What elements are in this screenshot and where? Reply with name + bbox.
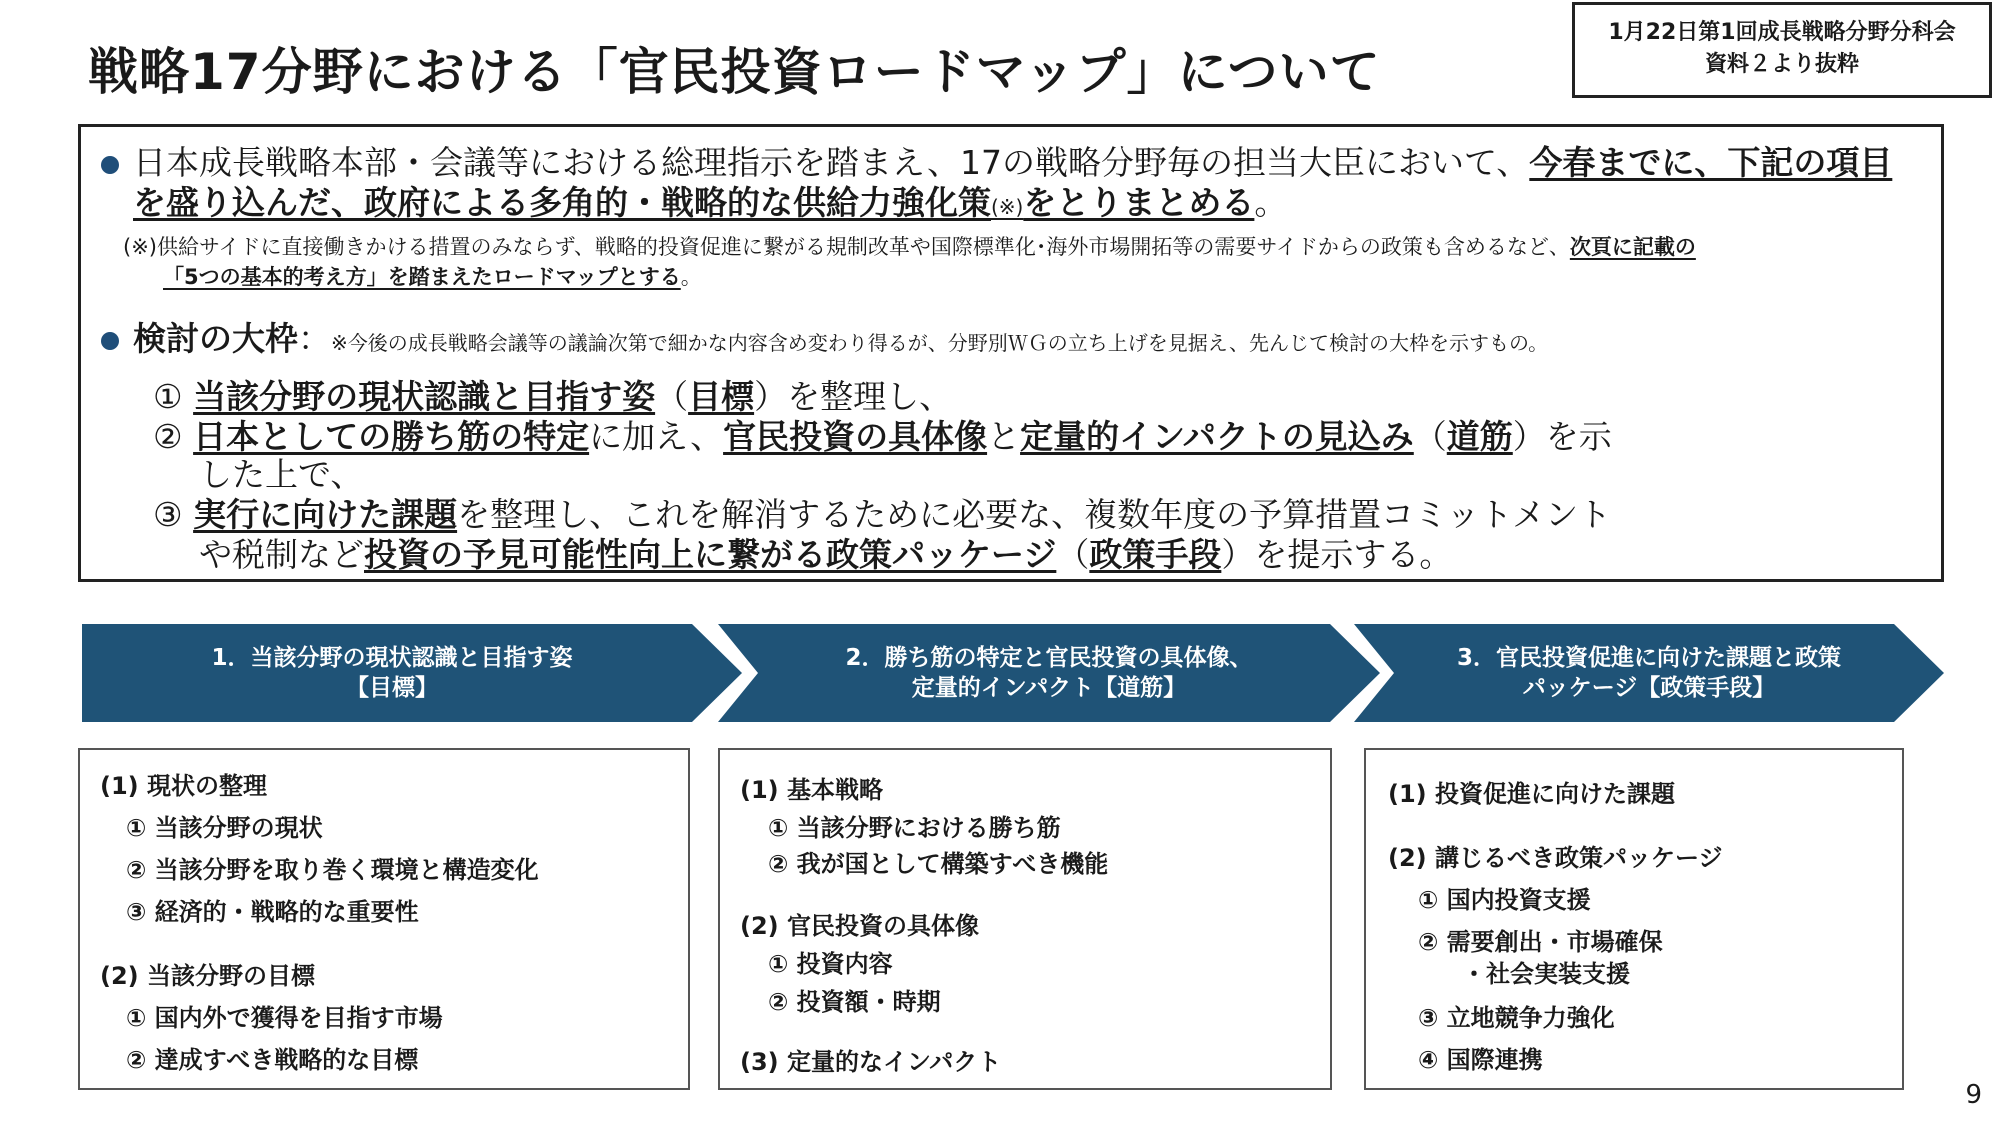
step-2-line-2: 定量的インパクト【道筋】 — [911, 675, 1187, 701]
item-2-text-f: （ — [1413, 417, 1447, 456]
bullet-2-line — [101, 313, 1548, 360]
step-3-line-1: 3．官民投資促進に向けた課題と政策 — [1456, 645, 1841, 671]
item-2-number: ② — [153, 417, 183, 456]
bullet-1-line-2 — [133, 177, 1287, 224]
footnote-text-a: (※)供給サイドに直接働きかける措置のみならず、戦略的投資促進に繋がる規制改革や国際標準化･海外市場開拓等の需要サイドからの政策も含めるなど、 — [123, 235, 1570, 259]
step-arrow-2 — [718, 624, 1380, 722]
bullet-1-emphasis-b: を盛り込んだ、政府による多角的・戦略的な供給力強化策 — [133, 183, 991, 222]
col3-item: ② 需要創出・市場確保 — [1418, 928, 1663, 956]
item-1-number: ① — [153, 377, 183, 416]
col3-heading-1: (1) 投資促進に向けた課題 — [1388, 780, 1675, 808]
source-line-1: 1月22日第1回成長戦略分野分科会 — [1608, 20, 1956, 45]
step-1-line-2: 【目標】 — [345, 675, 438, 701]
item-3-emphasis-f: 政策手段 — [1089, 535, 1222, 574]
col3-item: ① 国内投資支援 — [1418, 886, 1591, 914]
col2-heading-2: (2) 官民投資の具体像 — [740, 912, 979, 940]
col1-heading-1: (1) 現状の整理 — [100, 772, 267, 800]
column-box-3 — [1364, 748, 1904, 1090]
step-1-line-1: 1．当該分野の現状認識と目指す姿 — [211, 645, 573, 671]
framework-item-3-cont — [199, 529, 1452, 576]
col3-item: ④ 国際連携 — [1418, 1046, 1543, 1074]
item-1-text-d: ）を整理し、 — [754, 377, 953, 416]
item-2-text-b: に加え、 — [589, 417, 724, 456]
footnote-period: 。 — [680, 265, 702, 289]
column-box-2 — [718, 748, 1332, 1090]
item-2-text-d: と — [987, 417, 1021, 456]
item-3-text-e: （ — [1056, 535, 1090, 574]
col1-heading-2: (2) 当該分野の目標 — [100, 962, 315, 990]
col2-item: ② 我が国として構築すべき機能 — [768, 850, 1109, 878]
bullet-2-note: ※今後の成長戦略会議等の議論次第で細かな内容含め変わり得るが、分野別ＷＧの立ち上げを見据え、先んじて検討の大枠を示すもの。 — [331, 331, 1549, 355]
item-3-text-g: ）を提示する。 — [1221, 535, 1453, 574]
bullet-2-heading: 検討の大枠 — [133, 319, 298, 358]
col1-item: ③ 経済的・戦略的な重要性 — [126, 898, 419, 926]
source-box — [1572, 2, 1992, 98]
item-2-text-h: ）を示 — [1512, 417, 1612, 456]
col2-item: ① 投資内容 — [768, 950, 893, 978]
item-3-number: ③ — [153, 495, 183, 534]
col3-heading-2: (2) 講じるべき政策パッケージ — [1388, 844, 1723, 872]
bullet-1-period: 。 — [1254, 183, 1288, 222]
item-3-emphasis-a: 実行に向けた課題 — [193, 495, 458, 534]
framework-item-2-cont: した上で、 — [199, 455, 364, 494]
bullet-dot-icon — [101, 156, 119, 174]
step-arrow-3 — [1354, 624, 1944, 722]
item-3-text-b: を整理し、これを解消するために必要な、複数年度の予算措置コミットメント — [457, 495, 1612, 534]
step-arrow-1 — [82, 624, 742, 722]
col2-heading-3: (3) 定量的なインパクト — [740, 1048, 1002, 1076]
bullet-dot-icon — [101, 332, 119, 350]
item-2-emphasis-c: 官民投資の具体像 — [723, 417, 988, 456]
col3-item-cont: ・社会実装支援 — [1462, 960, 1630, 988]
col1-item: ① 国内外で獲得を目指す市場 — [126, 1004, 443, 1032]
item-1-emphasis-c: 目標 — [688, 377, 755, 416]
col1-item: ② 当該分野を取り巻く環境と構造変化 — [126, 856, 539, 884]
bullet-1-footnote-mark: (※) — [991, 195, 1024, 219]
item-2-emphasis-e: 定量的インパクトの見込み — [1020, 417, 1414, 456]
column-box-1 — [78, 748, 690, 1090]
bullet-2-colon: ： — [298, 319, 331, 358]
page-title: 戦略17分野における「官民投資ロードマップ」について — [88, 43, 1381, 101]
footnote-line-2 — [163, 261, 702, 291]
col2-item: ① 当該分野における勝ち筋 — [768, 814, 1061, 842]
footnote-line-1 — [123, 231, 1696, 261]
step-2-line-1: 2．勝ち筋の特定と官民投資の具体像、 — [845, 645, 1253, 671]
footnote-emphasis-a: 次頁に記載の — [1569, 235, 1696, 259]
col1-item: ① 当該分野の現状 — [126, 814, 323, 842]
item-2-emphasis-g: 道筋 — [1446, 417, 1513, 456]
item-3-text-c: や税制など — [199, 535, 364, 574]
step-3-line-2: パッケージ【政策手段】 — [1522, 675, 1776, 701]
bullet-1-emphasis-c: をとりまとめる — [1023, 183, 1255, 222]
item-1-text-b: （ — [655, 377, 689, 416]
framework-item-2 — [153, 411, 1612, 458]
col3-item: ③ 立地競争力強化 — [1418, 1004, 1615, 1032]
page-number: 9 — [1965, 1080, 1982, 1110]
footnote-emphasis-b: 「5つの基本的考え方」を踏まえたロードマップとする — [163, 265, 681, 289]
col2-item: ② 投資額・時期 — [768, 988, 941, 1016]
bullet-1-emphasis-a: 今春までに、下記の項目 — [1529, 143, 1893, 182]
bullet-1-text-a: 日本成長戦略本部・会議等における総理指示を踏まえ、17の戦略分野毎の担当大臣において、 — [133, 143, 1530, 182]
col1-item: ② 達成すべき戦略的な目標 — [126, 1046, 419, 1074]
source-line-2: 資料２より抜粋 — [1704, 52, 1859, 77]
col2-heading-1: (1) 基本戦略 — [740, 776, 883, 804]
item-1-emphasis-a: 当該分野の現状認識と目指す姿 — [193, 377, 656, 416]
item-3-emphasis-d: 投資の予見可能性向上に繋がる政策パッケージ — [364, 535, 1057, 574]
item-2-emphasis-a: 日本としての勝ち筋の特定 — [193, 417, 590, 456]
summary-box — [78, 124, 1944, 582]
